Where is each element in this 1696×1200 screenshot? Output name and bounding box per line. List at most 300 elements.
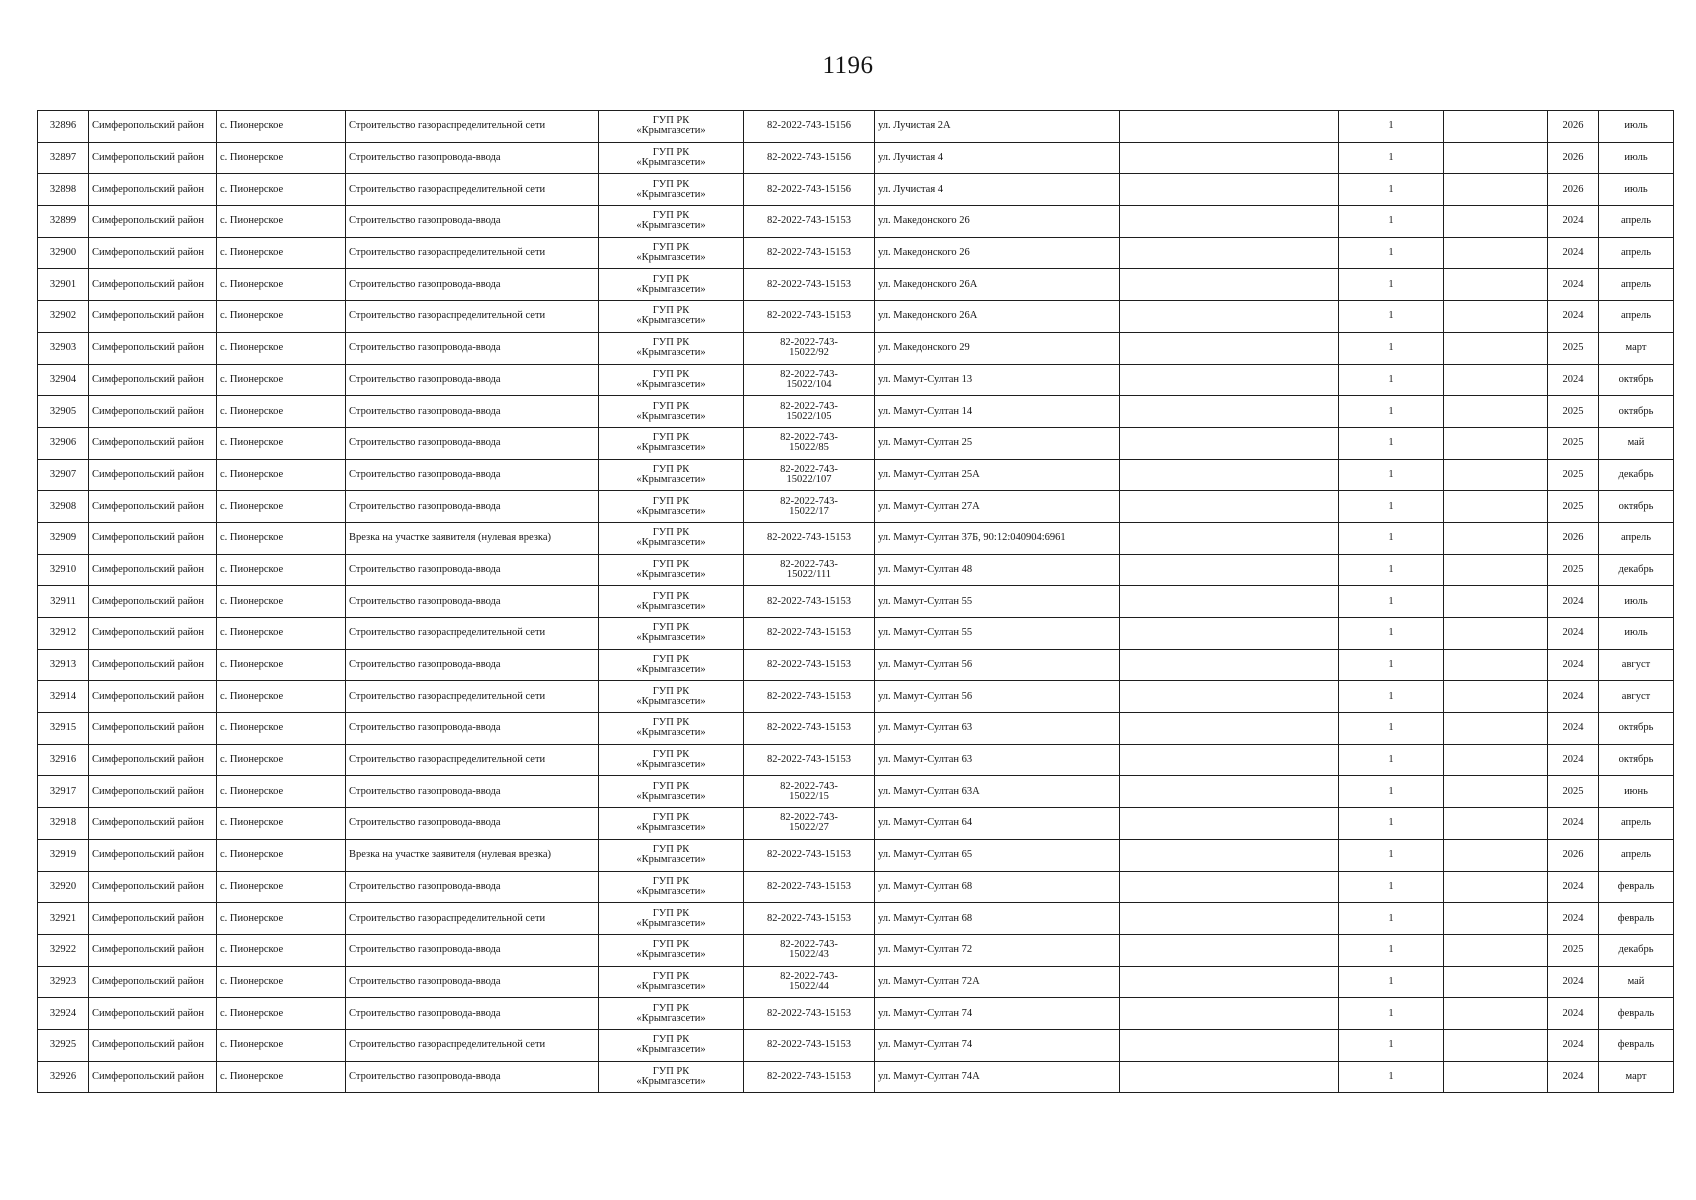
note-cell — [1120, 871, 1339, 903]
organization-cell — [599, 111, 744, 143]
quantity-cell: 1 — [1339, 1029, 1444, 1061]
extra-cell — [1444, 871, 1548, 903]
extra-cell — [1444, 522, 1548, 554]
organization-cell — [599, 744, 744, 776]
organization-cell — [599, 713, 744, 745]
note-cell — [1120, 1029, 1339, 1061]
organization-line: «Крымгазсети» — [636, 283, 706, 295]
organization-line: ГУП РК — [652, 210, 690, 222]
work-type-cell: Строительство газопровода-ввода — [346, 142, 599, 174]
organization-cell — [599, 903, 744, 935]
registration-code-cell — [744, 364, 875, 396]
settlement-cell: с. Пионерское — [217, 934, 346, 966]
month-cell: апрель — [1599, 522, 1674, 554]
district-cell: Симферопольский район — [89, 586, 217, 618]
district-cell: Симферопольский район — [89, 554, 217, 586]
settlement-cell: с. Пионерское — [217, 522, 346, 554]
month-cell: май — [1599, 427, 1674, 459]
work-type-cell: Строительство газопровода-ввода — [346, 332, 599, 364]
extra-cell — [1444, 998, 1548, 1030]
year-cell: 2024 — [1548, 1061, 1599, 1093]
extra-cell — [1444, 396, 1548, 428]
work-type-cell: Строительство газопровода-ввода — [346, 871, 599, 903]
registration-code-cell — [744, 1061, 875, 1093]
table-row — [38, 618, 1674, 650]
quantity-cell: 1 — [1339, 491, 1444, 523]
year-cell: 2025 — [1548, 396, 1599, 428]
registration-code-line: 82-2022-743- — [780, 400, 838, 412]
organization-line: «Крымгазсети» — [636, 347, 706, 359]
year-cell: 2024 — [1548, 713, 1599, 745]
table-row — [38, 1061, 1674, 1093]
quantity-cell: 1 — [1339, 554, 1444, 586]
organization-line: «Крымгазсети» — [636, 125, 706, 137]
registration-code-line: 82-2022-743-15153 — [767, 627, 851, 639]
year-cell: 2024 — [1548, 206, 1599, 238]
month-cell: июль — [1599, 142, 1674, 174]
work-type-cell: Врезка на участке заявителя (нулевая врезка) — [346, 839, 599, 871]
district-cell: Симферопольский район — [89, 269, 217, 301]
organization-cell — [599, 332, 744, 364]
organization-line: ГУП РК — [652, 178, 690, 190]
organization-cell — [599, 586, 744, 618]
extra-cell — [1444, 681, 1548, 713]
organization-line: «Крымгазсети» — [636, 790, 706, 802]
note-cell — [1120, 111, 1339, 143]
registration-code-line: 82-2022-743-15153 — [767, 532, 851, 544]
table-row — [38, 713, 1674, 745]
registration-code-line: 82-2022-743-15153 — [767, 722, 851, 734]
organization-line: ГУП РК — [652, 654, 690, 666]
organization-cell — [599, 839, 744, 871]
year-cell: 2024 — [1548, 649, 1599, 681]
row-number-cell: 32897 — [38, 142, 89, 174]
note-cell — [1120, 427, 1339, 459]
month-cell: декабрь — [1599, 554, 1674, 586]
organization-line: «Крымгазсети» — [636, 1044, 706, 1056]
row-number-cell: 32924 — [38, 998, 89, 1030]
organization-line: ГУП РК — [652, 717, 690, 729]
year-cell: 2024 — [1548, 586, 1599, 618]
registration-code-line: 82-2022-743-15156 — [767, 152, 851, 164]
work-type-cell: Строительство газораспределительной сети — [346, 681, 599, 713]
month-cell: апрель — [1599, 808, 1674, 840]
district-cell: Симферопольский район — [89, 839, 217, 871]
row-number-cell: 32915 — [38, 713, 89, 745]
row-number-cell: 32914 — [38, 681, 89, 713]
year-cell: 2025 — [1548, 459, 1599, 491]
organization-line: ГУП РК — [652, 115, 690, 127]
extra-cell — [1444, 586, 1548, 618]
work-type-cell: Строительство газопровода-ввода — [346, 206, 599, 238]
district-cell: Симферопольский район — [89, 808, 217, 840]
registration-code-cell — [744, 713, 875, 745]
organization-cell — [599, 554, 744, 586]
settlement-cell: с. Пионерское — [217, 681, 346, 713]
row-number-cell: 32905 — [38, 396, 89, 428]
registration-code-cell — [744, 998, 875, 1030]
district-cell: Симферопольский район — [89, 649, 217, 681]
registration-code-cell — [744, 554, 875, 586]
extra-cell — [1444, 206, 1548, 238]
extra-cell — [1444, 934, 1548, 966]
month-cell: июль — [1599, 618, 1674, 650]
extra-cell — [1444, 459, 1548, 491]
registration-code-line: 82-2022-743-15156 — [767, 120, 851, 132]
organization-line: ГУП РК — [652, 780, 690, 792]
settlement-cell: с. Пионерское — [217, 586, 346, 618]
table-row — [38, 364, 1674, 396]
address-cell: ул. Македонского 29 — [875, 332, 1120, 364]
settlement-cell: с. Пионерское — [217, 966, 346, 998]
organization-line: «Крымгазсети» — [636, 917, 706, 929]
note-cell — [1120, 934, 1339, 966]
table-row — [38, 459, 1674, 491]
year-cell: 2024 — [1548, 903, 1599, 935]
district-cell: Симферопольский район — [89, 301, 217, 333]
quantity-cell: 1 — [1339, 396, 1444, 428]
quantity-cell: 1 — [1339, 618, 1444, 650]
month-cell: февраль — [1599, 903, 1674, 935]
registration-code-cell — [744, 649, 875, 681]
organization-line: «Крымгазсети» — [636, 822, 706, 834]
table-row — [38, 554, 1674, 586]
registration-code-cell — [744, 808, 875, 840]
quantity-cell: 1 — [1339, 966, 1444, 998]
address-cell: ул. Мамут-Султан 63 — [875, 744, 1120, 776]
extra-cell — [1444, 237, 1548, 269]
work-type-cell: Строительство газораспределительной сети — [346, 903, 599, 935]
organization-cell — [599, 364, 744, 396]
extra-cell — [1444, 966, 1548, 998]
year-cell: 2025 — [1548, 427, 1599, 459]
quantity-cell: 1 — [1339, 142, 1444, 174]
quantity-cell: 1 — [1339, 332, 1444, 364]
settlement-cell: с. Пионерское — [217, 839, 346, 871]
registration-code-line: 82-2022-743-15153 — [767, 310, 851, 322]
district-cell: Симферопольский район — [89, 364, 217, 396]
work-type-cell: Строительство газопровода-ввода — [346, 586, 599, 618]
organization-line: «Крымгазсети» — [636, 664, 706, 676]
registration-code-line: 82-2022-743- — [780, 463, 838, 475]
quantity-cell: 1 — [1339, 269, 1444, 301]
registration-code-line: 82-2022-743-15153 — [767, 754, 851, 766]
row-number-cell: 32900 — [38, 237, 89, 269]
note-cell — [1120, 1061, 1339, 1093]
organization-line: ГУП РК — [652, 875, 690, 887]
organization-line: ГУП РК — [652, 907, 690, 919]
extra-cell — [1444, 491, 1548, 523]
registration-code-cell — [744, 206, 875, 238]
address-cell: ул. Мамут-Султан 25 — [875, 427, 1120, 459]
table-row — [38, 269, 1674, 301]
organization-line: ГУП РК — [652, 749, 690, 761]
row-number-cell: 32912 — [38, 618, 89, 650]
extra-cell — [1444, 903, 1548, 935]
settlement-cell: с. Пионерское — [217, 427, 346, 459]
settlement-cell: с. Пионерское — [217, 554, 346, 586]
district-cell: Симферопольский район — [89, 396, 217, 428]
organization-line: «Крымгазсети» — [636, 537, 706, 549]
year-cell: 2025 — [1548, 776, 1599, 808]
month-cell: декабрь — [1599, 459, 1674, 491]
registration-code-line: 82-2022-743- — [780, 970, 838, 982]
registration-code-line: 82-2022-743-15153 — [767, 595, 851, 607]
year-cell: 2024 — [1548, 681, 1599, 713]
register-body — [38, 111, 1674, 1093]
address-cell: ул. Мамут-Султан 65 — [875, 839, 1120, 871]
registration-code-line: 82-2022-743-15156 — [767, 183, 851, 195]
work-type-cell: Строительство газопровода-ввода — [346, 776, 599, 808]
organization-line: «Крымгазсети» — [636, 695, 706, 707]
extra-cell — [1444, 269, 1548, 301]
work-type-cell: Строительство газопровода-ввода — [346, 491, 599, 523]
year-cell: 2024 — [1548, 744, 1599, 776]
district-cell: Симферопольский район — [89, 459, 217, 491]
organization-line: ГУП РК — [652, 1065, 690, 1077]
registration-code-line: 15022/107 — [786, 473, 832, 485]
quantity-cell: 1 — [1339, 364, 1444, 396]
work-type-cell: Строительство газопровода-ввода — [346, 649, 599, 681]
work-type-cell: Строительство газопровода-ввода — [346, 1061, 599, 1093]
registration-code-line: 82-2022-743- — [780, 780, 838, 792]
month-cell: июль — [1599, 586, 1674, 618]
district-cell: Симферопольский район — [89, 174, 217, 206]
organization-line: «Крымгазсети» — [636, 378, 706, 390]
organization-line: «Крымгазсети» — [636, 315, 706, 327]
registration-code-cell — [744, 111, 875, 143]
quantity-cell: 1 — [1339, 237, 1444, 269]
extra-cell — [1444, 1061, 1548, 1093]
month-cell: июль — [1599, 111, 1674, 143]
organization-line: «Крымгазсети» — [636, 473, 706, 485]
registration-code-cell — [744, 744, 875, 776]
extra-cell — [1444, 142, 1548, 174]
work-type-cell: Строительство газопровода-ввода — [346, 459, 599, 491]
registration-code-cell — [744, 586, 875, 618]
row-number-cell: 32906 — [38, 427, 89, 459]
extra-cell — [1444, 1029, 1548, 1061]
year-cell: 2024 — [1548, 237, 1599, 269]
registration-code-line: 82-2022-743-15153 — [767, 1070, 851, 1082]
extra-cell — [1444, 332, 1548, 364]
quantity-cell: 1 — [1339, 459, 1444, 491]
address-cell: ул. Мамут-Султан 74 — [875, 1029, 1120, 1061]
work-type-cell: Строительство газораспределительной сети — [346, 301, 599, 333]
district-cell: Симферопольский район — [89, 903, 217, 935]
organization-line: «Крымгазсети» — [636, 1075, 706, 1087]
organization-line: ГУП РК — [652, 495, 690, 507]
note-cell — [1120, 332, 1339, 364]
year-cell: 2024 — [1548, 618, 1599, 650]
month-cell: февраль — [1599, 998, 1674, 1030]
table-row — [38, 174, 1674, 206]
quantity-cell: 1 — [1339, 427, 1444, 459]
registration-code-line: 82-2022-743-15153 — [767, 215, 851, 227]
year-cell: 2024 — [1548, 871, 1599, 903]
row-number-cell: 32903 — [38, 332, 89, 364]
organization-line: ГУП РК — [652, 432, 690, 444]
note-cell — [1120, 237, 1339, 269]
settlement-cell: с. Пионерское — [217, 174, 346, 206]
year-cell: 2026 — [1548, 142, 1599, 174]
district-cell: Симферопольский район — [89, 142, 217, 174]
note-cell — [1120, 903, 1339, 935]
organization-line: «Крымгазсети» — [636, 188, 706, 200]
organization-cell — [599, 427, 744, 459]
table-row — [38, 237, 1674, 269]
note-cell — [1120, 998, 1339, 1030]
row-number-cell: 32898 — [38, 174, 89, 206]
quantity-cell: 1 — [1339, 808, 1444, 840]
table-row — [38, 111, 1674, 143]
address-cell: ул. Мамут-Султан 55 — [875, 586, 1120, 618]
district-cell: Симферопольский район — [89, 966, 217, 998]
work-type-cell: Строительство газопровода-ввода — [346, 713, 599, 745]
organization-line: «Крымгазсети» — [636, 505, 706, 517]
district-cell: Симферопольский район — [89, 237, 217, 269]
quantity-cell: 1 — [1339, 998, 1444, 1030]
work-type-cell: Строительство газораспределительной сети — [346, 111, 599, 143]
note-cell — [1120, 618, 1339, 650]
registration-code-line: 82-2022-743-15153 — [767, 659, 851, 671]
organization-line: «Крымгазсети» — [636, 632, 706, 644]
work-type-cell: Строительство газопровода-ввода — [346, 934, 599, 966]
settlement-cell: с. Пионерское — [217, 206, 346, 238]
month-cell: июнь — [1599, 776, 1674, 808]
address-cell: ул. Мамут-Султан 56 — [875, 649, 1120, 681]
quantity-cell: 1 — [1339, 903, 1444, 935]
district-cell: Симферопольский район — [89, 332, 217, 364]
registration-code-cell — [744, 903, 875, 935]
address-cell: ул. Мамут-Султан 63А — [875, 776, 1120, 808]
organization-line: ГУП РК — [652, 527, 690, 539]
month-cell: октябрь — [1599, 396, 1674, 428]
settlement-cell: с. Пионерское — [217, 301, 346, 333]
row-number-cell: 32920 — [38, 871, 89, 903]
note-cell — [1120, 522, 1339, 554]
district-cell: Симферопольский район — [89, 427, 217, 459]
organization-cell — [599, 934, 744, 966]
registration-code-cell — [744, 459, 875, 491]
settlement-cell: с. Пионерское — [217, 998, 346, 1030]
registration-code-line: 15022/104 — [786, 378, 832, 390]
organization-line: «Крымгазсети» — [636, 854, 706, 866]
address-cell: ул. Мамут-Султан 72А — [875, 966, 1120, 998]
organization-line: «Крымгазсети» — [636, 1012, 706, 1024]
organization-cell — [599, 871, 744, 903]
registration-code-line: 82-2022-743-15153 — [767, 247, 851, 259]
note-cell — [1120, 491, 1339, 523]
quantity-cell: 1 — [1339, 174, 1444, 206]
organization-cell — [599, 301, 744, 333]
note-cell — [1120, 681, 1339, 713]
year-cell: 2026 — [1548, 839, 1599, 871]
work-type-cell: Строительство газораспределительной сети — [346, 1029, 599, 1061]
table-row — [38, 744, 1674, 776]
quantity-cell: 1 — [1339, 111, 1444, 143]
row-number-cell: 32911 — [38, 586, 89, 618]
registration-code-line: 15022/92 — [789, 347, 829, 359]
note-cell — [1120, 586, 1339, 618]
year-cell: 2025 — [1548, 332, 1599, 364]
settlement-cell: с. Пионерское — [217, 269, 346, 301]
work-type-cell: Врезка на участке заявителя (нулевая врезка) — [346, 522, 599, 554]
note-cell — [1120, 142, 1339, 174]
settlement-cell: с. Пионерское — [217, 111, 346, 143]
row-number-cell: 32919 — [38, 839, 89, 871]
work-type-cell: Строительство газораспределительной сети — [346, 237, 599, 269]
organization-line: «Крымгазсети» — [636, 885, 706, 897]
address-cell: ул. Македонского 26А — [875, 301, 1120, 333]
registration-code-line: 82-2022-743- — [780, 812, 838, 824]
registration-code-line: 82-2022-743- — [780, 939, 838, 951]
registration-code-cell — [744, 1029, 875, 1061]
district-cell: Симферопольский район — [89, 713, 217, 745]
settlement-cell: с. Пионерское — [217, 491, 346, 523]
note-cell — [1120, 808, 1339, 840]
row-number-cell: 32908 — [38, 491, 89, 523]
quantity-cell: 1 — [1339, 776, 1444, 808]
registration-code-cell — [744, 396, 875, 428]
row-number-cell: 32907 — [38, 459, 89, 491]
table-row — [38, 871, 1674, 903]
registration-code-cell — [744, 871, 875, 903]
work-type-cell: Строительство газопровода-ввода — [346, 808, 599, 840]
organization-line: «Крымгазсети» — [636, 949, 706, 961]
address-cell: ул. Македонского 26А — [875, 269, 1120, 301]
organization-line: ГУП РК — [652, 273, 690, 285]
organization-line: «Крымгазсети» — [636, 727, 706, 739]
organization-line: «Крымгазсети» — [636, 410, 706, 422]
district-cell: Симферопольский район — [89, 206, 217, 238]
extra-cell — [1444, 744, 1548, 776]
settlement-cell: с. Пионерское — [217, 332, 346, 364]
district-cell: Симферопольский район — [89, 1029, 217, 1061]
table-row — [38, 903, 1674, 935]
year-cell: 2025 — [1548, 554, 1599, 586]
organization-line: ГУП РК — [652, 590, 690, 602]
district-cell: Симферопольский район — [89, 681, 217, 713]
registration-code-cell — [744, 174, 875, 206]
organization-cell — [599, 174, 744, 206]
quantity-cell: 1 — [1339, 871, 1444, 903]
address-cell: ул. Мамут-Султан 68 — [875, 871, 1120, 903]
organization-line: «Крымгазсети» — [636, 252, 706, 264]
table-row — [38, 808, 1674, 840]
row-number-cell: 32916 — [38, 744, 89, 776]
month-cell: май — [1599, 966, 1674, 998]
district-cell: Симферопольский район — [89, 491, 217, 523]
year-cell: 2024 — [1548, 998, 1599, 1030]
address-cell: ул. Македонского 26 — [875, 206, 1120, 238]
row-number-cell: 32904 — [38, 364, 89, 396]
note-cell — [1120, 776, 1339, 808]
year-cell: 2024 — [1548, 364, 1599, 396]
settlement-cell: с. Пионерское — [217, 871, 346, 903]
settlement-cell: с. Пионерское — [217, 364, 346, 396]
registration-code-cell — [744, 332, 875, 364]
month-cell: апрель — [1599, 269, 1674, 301]
year-cell: 2025 — [1548, 934, 1599, 966]
row-number-cell: 32925 — [38, 1029, 89, 1061]
organization-cell — [599, 491, 744, 523]
organization-cell — [599, 269, 744, 301]
district-cell: Симферопольский район — [89, 744, 217, 776]
work-type-cell: Строительство газопровода-ввода — [346, 966, 599, 998]
month-cell: февраль — [1599, 871, 1674, 903]
address-cell: ул. Мамут-Султан 14 — [875, 396, 1120, 428]
